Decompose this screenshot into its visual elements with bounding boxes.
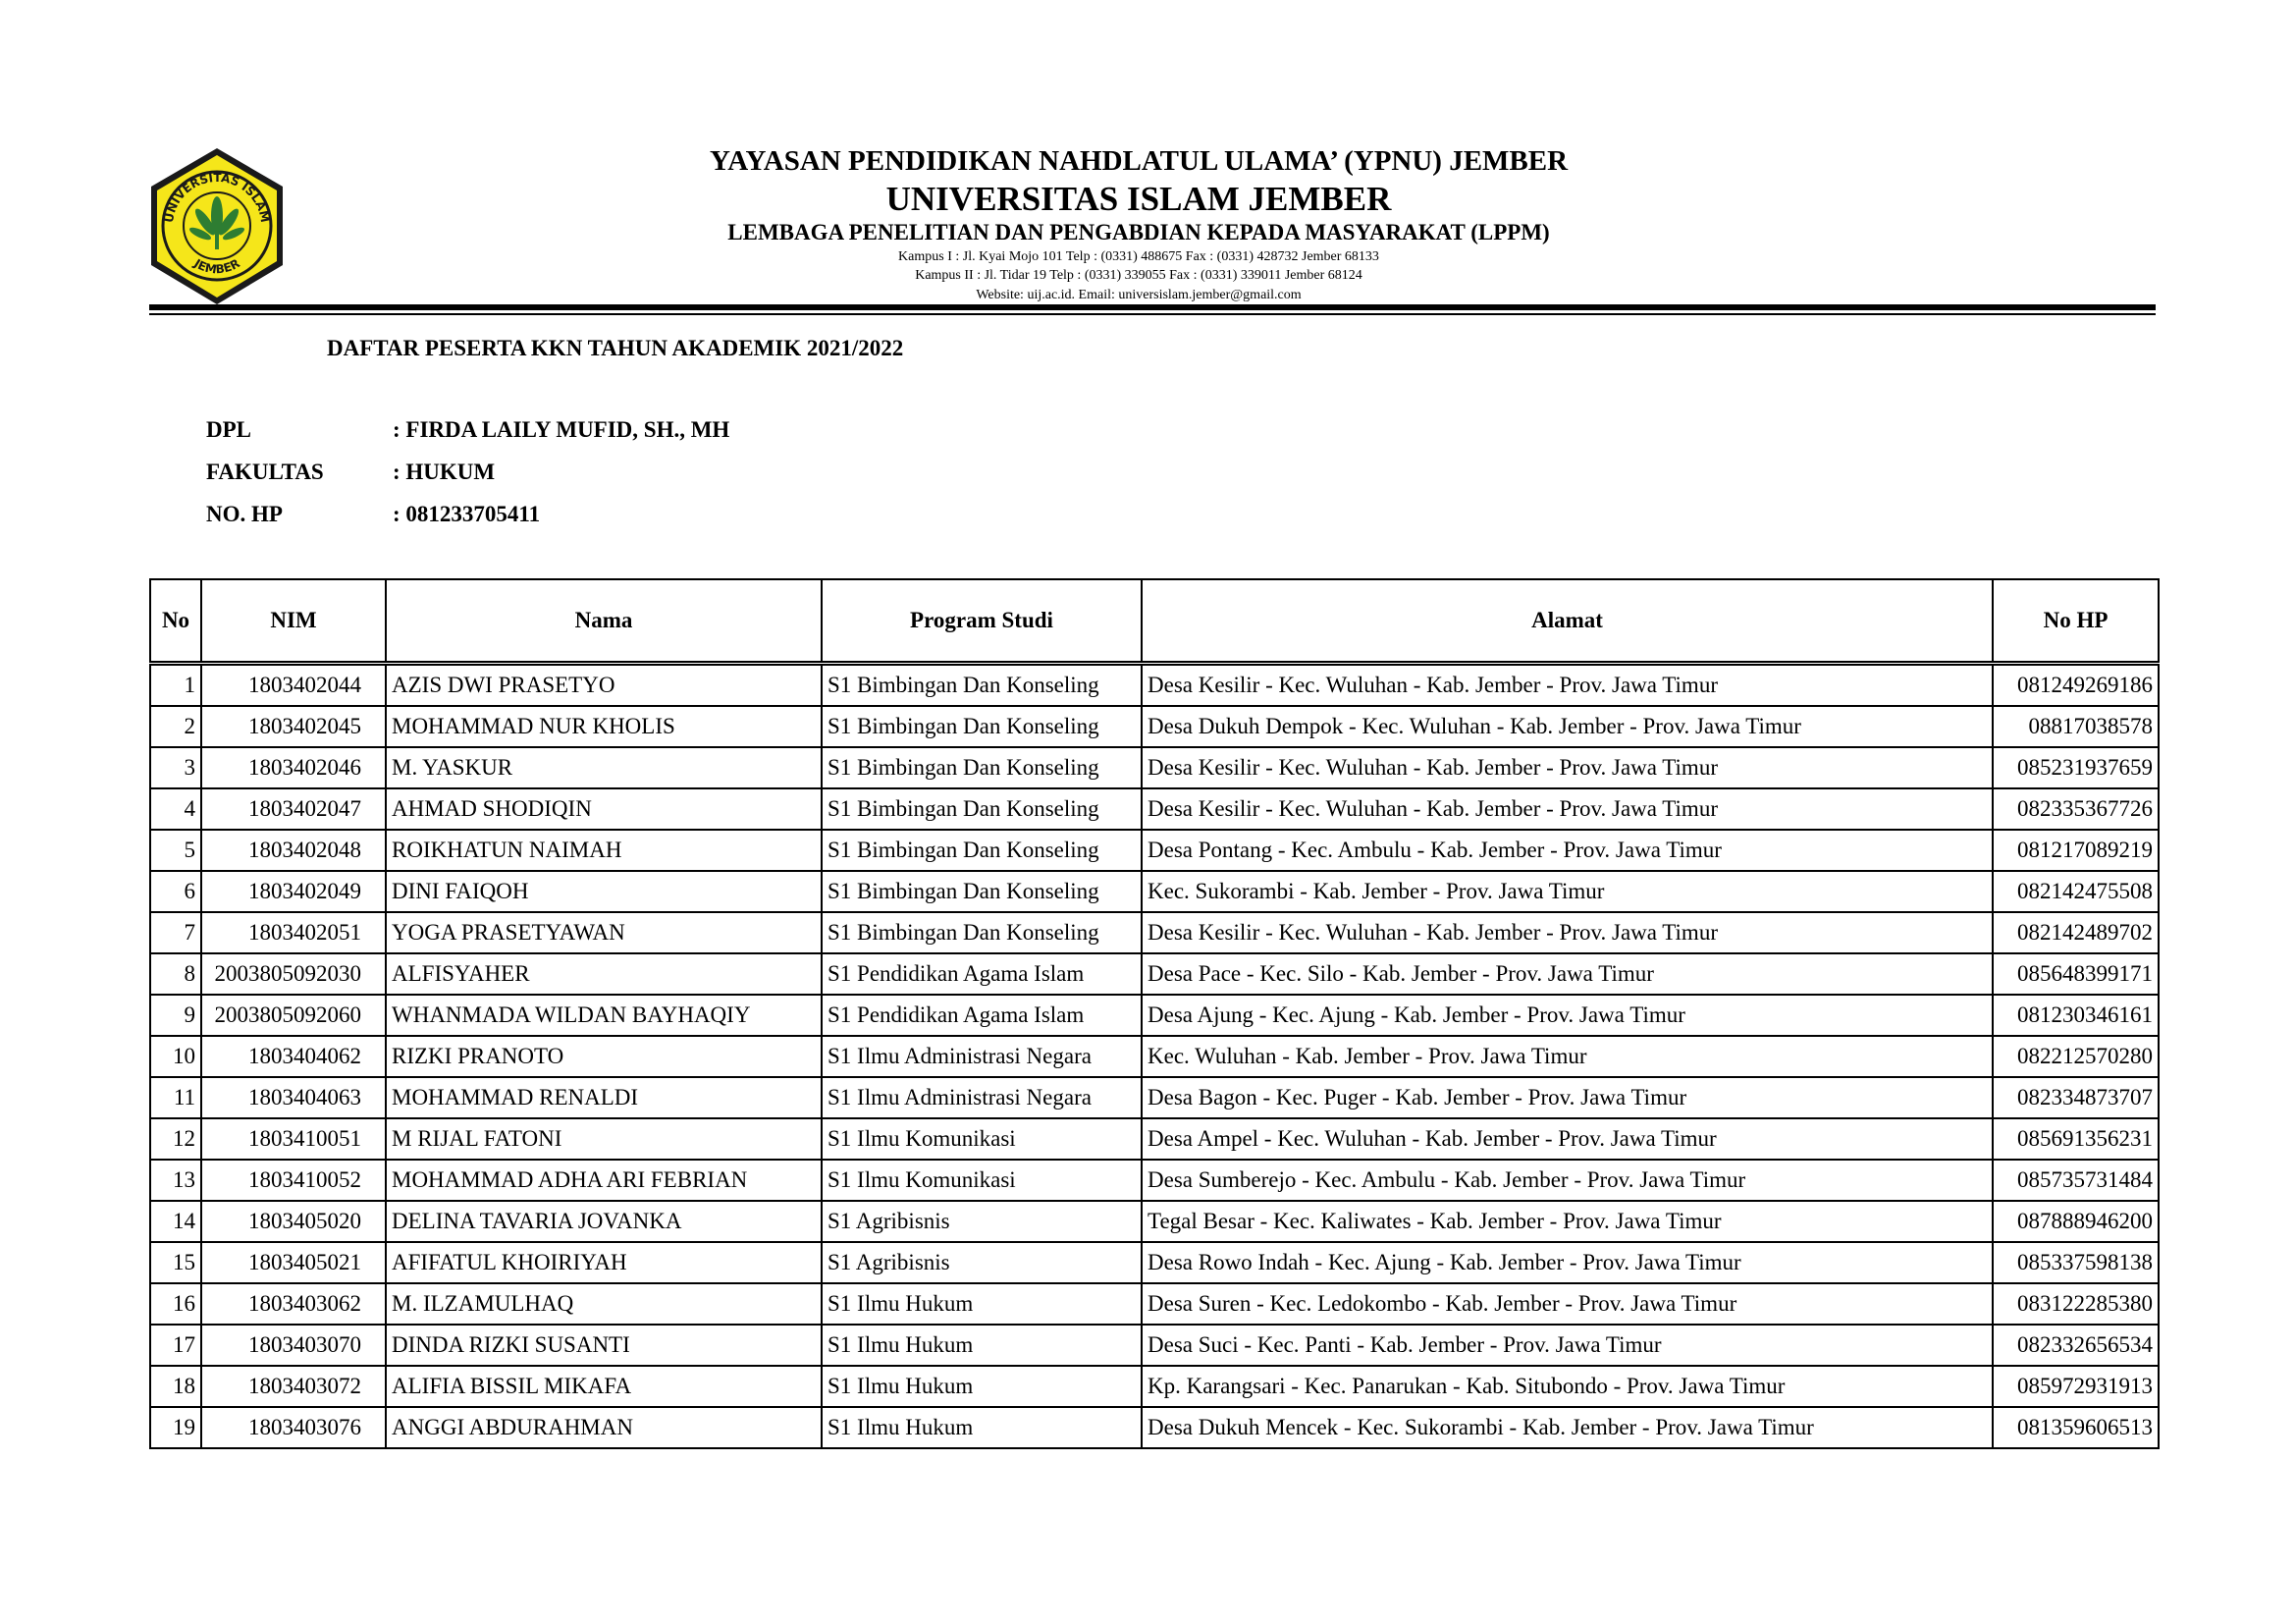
nim-cell: 2003805092060 <box>201 995 386 1036</box>
phone-cell: 085337598138 <box>1993 1242 2159 1283</box>
name-cell: M. YASKUR <box>386 747 822 788</box>
study-program-cell: S1 Agribisnis <box>822 1242 1142 1283</box>
nim-cell: 1803403062 <box>201 1283 386 1325</box>
phone-cell: 085648399171 <box>1993 953 2159 995</box>
address-cell: Desa Ajung - Kec. Ajung - Kab. Jember - Prov. Jawa Timur <box>1142 995 1993 1036</box>
study-program-cell: S1 Bimbingan Dan Konseling <box>822 664 1142 707</box>
row-number: 1 <box>150 664 201 707</box>
name-cell: DINI FAIQOH <box>386 871 822 912</box>
table-row <box>150 1201 2159 1242</box>
row-number: 3 <box>150 747 201 788</box>
nim-cell: 1803402051 <box>201 912 386 953</box>
column-header-alamat: Alamat <box>1142 579 1993 664</box>
study-program-cell: S1 Ilmu Komunikasi <box>822 1118 1142 1160</box>
column-header-program-studi: Program Studi <box>822 579 1142 664</box>
row-number: 19 <box>150 1407 201 1448</box>
foundation-name: YAYASAN PENDIDIKAN NAHDLATUL ULAMA’ (YPNU) JEMBER <box>709 145 1569 177</box>
study-program-cell: S1 Bimbingan Dan Konseling <box>822 912 1142 953</box>
phone-cell: 08817038578 <box>1993 706 2159 747</box>
table-row <box>150 953 2159 995</box>
study-program-cell: S1 Pendidikan Agama Islam <box>822 995 1142 1036</box>
nim-cell: 1803402047 <box>201 788 386 830</box>
nim-cell: 1803410052 <box>201 1160 386 1201</box>
website-line: Website: uij.ac.id. Email: universislam.jember@gmail.com <box>976 288 1302 302</box>
name-cell: ROIKHATUN NAIMAH <box>386 830 822 871</box>
phone-cell: 083122285380 <box>1993 1283 2159 1325</box>
study-program-cell: S1 Ilmu Administrasi Negara <box>822 1077 1142 1118</box>
column-header-no-hp: No HP <box>1993 579 2159 664</box>
study-program-cell: S1 Ilmu Hukum <box>822 1325 1142 1366</box>
phone-cell: 082332656534 <box>1993 1325 2159 1366</box>
logo-text-bottom: JEMBER <box>191 256 242 277</box>
header-rule-thin <box>149 313 2156 315</box>
university-seal-icon <box>143 145 291 307</box>
name-cell: DINDA RIZKI SUSANTI <box>386 1325 822 1366</box>
nim-cell: 1803403072 <box>201 1366 386 1407</box>
table-row <box>150 706 2159 747</box>
table-row <box>150 747 2159 788</box>
table-row <box>150 1283 2159 1325</box>
study-program-cell: S1 Ilmu Hukum <box>822 1283 1142 1325</box>
participant-table <box>149 578 2160 1449</box>
phone-cell: 082334873707 <box>1993 1077 2159 1118</box>
phone-cell: 085691356231 <box>1993 1118 2159 1160</box>
row-number: 4 <box>150 788 201 830</box>
phone-cell: 081249269186 <box>1993 664 2159 707</box>
study-program-cell: S1 Bimbingan Dan Konseling <box>822 830 1142 871</box>
phone-cell: 087888946200 <box>1993 1201 2159 1242</box>
table-row <box>150 1036 2159 1077</box>
address-cell: Desa Kesilir - Kec. Wuluhan - Kab. Jember - Prov. Jawa Timur <box>1142 747 1993 788</box>
phone-cell: 085735731484 <box>1993 1160 2159 1201</box>
nim-cell: 1803405020 <box>201 1201 386 1242</box>
address-cell: Desa Kesilir - Kec. Wuluhan - Kab. Jember - Prov. Jawa Timur <box>1142 912 1993 953</box>
study-program-cell: S1 Bimbingan Dan Konseling <box>822 706 1142 747</box>
row-number: 2 <box>150 706 201 747</box>
phone-cell: 082142475508 <box>1993 871 2159 912</box>
row-number: 13 <box>150 1160 201 1201</box>
row-number: 5 <box>150 830 201 871</box>
address-cell: Desa Kesilir - Kec. Wuluhan - Kab. Jember - Prov. Jawa Timur <box>1142 664 1993 707</box>
name-cell: AFIFATUL KHOIRIYAH <box>386 1242 822 1283</box>
row-number: 12 <box>150 1118 201 1160</box>
nim-cell: 2003805092030 <box>201 953 386 995</box>
table-row <box>150 1160 2159 1201</box>
phone-cell: 082142489702 <box>1993 912 2159 953</box>
nim-cell: 1803403076 <box>201 1407 386 1448</box>
phone-cell: 081217089219 <box>1993 830 2159 871</box>
row-number: 6 <box>150 871 201 912</box>
table-row <box>150 788 2159 830</box>
nim-cell: 1803404063 <box>201 1077 386 1118</box>
table-row <box>150 1407 2159 1448</box>
name-cell: WHANMADA WILDAN BAYHAQIY <box>386 995 822 1036</box>
column-header-nama: Nama <box>386 579 822 664</box>
faculty-label: FAKULTAS <box>206 460 324 484</box>
phone-cell: 082335367726 <box>1993 788 2159 830</box>
table-row <box>150 1242 2159 1283</box>
address-cell: Desa Dukuh Mencek - Kec. Sukorambi - Kab. Jember - Prov. Jawa Timur <box>1142 1407 1993 1448</box>
study-program-cell: S1 Bimbingan Dan Konseling <box>822 871 1142 912</box>
institute-name: LEMBAGA PENELITIAN DAN PENGABDIAN KEPADA MASYARAKAT (LPPM) <box>727 220 1550 244</box>
nim-cell: 1803404062 <box>201 1036 386 1077</box>
table-row <box>150 995 2159 1036</box>
phone-label: NO. HP <box>206 502 283 526</box>
row-number: 9 <box>150 995 201 1036</box>
name-cell: MOHAMMAD RENALDI <box>386 1077 822 1118</box>
address-cell: Desa Dukuh Dempok - Kec. Wuluhan - Kab. Jember - Prov. Jawa Timur <box>1142 706 1993 747</box>
table-header-row <box>150 579 2159 664</box>
campus-1-address: Kampus I : Jl. Kyai Mojo 101 Telp : (0331) 488675 Fax : (0331) 428732 Jember 68133 <box>898 249 1379 264</box>
table-row <box>150 830 2159 871</box>
address-cell: Desa Bagon - Kec. Puger - Kab. Jember - Prov. Jawa Timur <box>1142 1077 1993 1118</box>
document-title: DAFTAR PESERTA KKN TAHUN AKADEMIK 2021/2022 <box>327 336 904 360</box>
table-row <box>150 1118 2159 1160</box>
table-row <box>150 912 2159 953</box>
study-program-cell: S1 Agribisnis <box>822 1201 1142 1242</box>
address-cell: Desa Suren - Kec. Ledokombo - Kab. Jember - Prov. Jawa Timur <box>1142 1283 1993 1325</box>
row-number: 16 <box>150 1283 201 1325</box>
nim-cell: 1803402044 <box>201 664 386 707</box>
address-cell: Desa Suci - Kec. Panti - Kab. Jember - Prov. Jawa Timur <box>1142 1325 1993 1366</box>
name-cell: RIZKI PRANOTO <box>386 1036 822 1077</box>
name-cell: ALIFIA BISSIL MIKAFA <box>386 1366 822 1407</box>
row-number: 17 <box>150 1325 201 1366</box>
campus-2-address: Kampus II : Jl. Tidar 19 Telp : (0331) 339055 Fax : (0331) 339011 Jember 68124 <box>915 268 1362 283</box>
address-cell: Tegal Besar - Kec. Kaliwates - Kab. Jember - Prov. Jawa Timur <box>1142 1201 1993 1242</box>
phone-cell: 081230346161 <box>1993 995 2159 1036</box>
name-cell: MOHAMMAD NUR KHOLIS <box>386 706 822 747</box>
column-header-no: No <box>150 579 201 664</box>
row-number: 18 <box>150 1366 201 1407</box>
table-row <box>150 1077 2159 1118</box>
row-number: 7 <box>150 912 201 953</box>
study-program-cell: S1 Bimbingan Dan Konseling <box>822 788 1142 830</box>
nim-cell: 1803410051 <box>201 1118 386 1160</box>
study-program-cell: S1 Ilmu Administrasi Negara <box>822 1036 1142 1077</box>
column-header-nim: NIM <box>201 579 386 664</box>
nim-cell: 1803405021 <box>201 1242 386 1283</box>
study-program-cell: S1 Ilmu Hukum <box>822 1407 1142 1448</box>
logo-text-top: UNIVERSITAS ISLAM <box>161 170 273 224</box>
address-cell: Kec. Sukorambi - Kab. Jember - Prov. Jawa Timur <box>1142 871 1993 912</box>
phone-cell: 081359606513 <box>1993 1407 2159 1448</box>
faculty-value: : HUKUM <box>393 460 496 484</box>
name-cell: M. ILZAMULHAQ <box>386 1283 822 1325</box>
row-number: 10 <box>150 1036 201 1077</box>
study-program-cell: S1 Ilmu Komunikasi <box>822 1160 1142 1201</box>
dpl-value: : FIRDA LAILY MUFID, SH., MH <box>393 417 730 442</box>
name-cell: DELINA TAVARIA JOVANKA <box>386 1201 822 1242</box>
university-name: UNIVERSITAS ISLAM JEMBER <box>885 180 1392 218</box>
nim-cell: 1803402045 <box>201 706 386 747</box>
address-cell: Desa Ampel - Kec. Wuluhan - Kab. Jember - Prov. Jawa Timur <box>1142 1118 1993 1160</box>
dpl-label: DPL <box>206 417 251 442</box>
study-program-cell: S1 Pendidikan Agama Islam <box>822 953 1142 995</box>
study-program-cell: S1 Bimbingan Dan Konseling <box>822 747 1142 788</box>
address-cell: Desa Rowo Indah - Kec. Ajung - Kab. Jember - Prov. Jawa Timur <box>1142 1242 1993 1283</box>
address-cell: Kp. Karangsari - Kec. Panarukan - Kab. Situbondo - Prov. Jawa Timur <box>1142 1366 1993 1407</box>
address-cell: Desa Sumberejo - Kec. Ambulu - Kab. Jember - Prov. Jawa Timur <box>1142 1160 1993 1201</box>
header-rule-thick <box>149 304 2156 310</box>
address-cell: Desa Pontang - Kec. Ambulu - Kab. Jember - Prov. Jawa Timur <box>1142 830 1993 871</box>
phone-value: : 081233705411 <box>393 502 541 526</box>
table-row <box>150 1366 2159 1407</box>
row-number: 15 <box>150 1242 201 1283</box>
table-row <box>150 871 2159 912</box>
nim-cell: 1803403070 <box>201 1325 386 1366</box>
name-cell: YOGA PRASETYAWAN <box>386 912 822 953</box>
nim-cell: 1803402048 <box>201 830 386 871</box>
name-cell: ALFISYAHER <box>386 953 822 995</box>
nim-cell: 1803402046 <box>201 747 386 788</box>
phone-cell: 082212570280 <box>1993 1036 2159 1077</box>
row-number: 14 <box>150 1201 201 1242</box>
study-program-cell: S1 Ilmu Hukum <box>822 1366 1142 1407</box>
table-row <box>150 664 2159 707</box>
address-cell: Desa Pace - Kec. Silo - Kab. Jember - Prov. Jawa Timur <box>1142 953 1993 995</box>
row-number: 8 <box>150 953 201 995</box>
phone-cell: 085972931913 <box>1993 1366 2159 1407</box>
name-cell: ANGGI ABDURAHMAN <box>386 1407 822 1448</box>
row-number: 11 <box>150 1077 201 1118</box>
address-cell: Kec. Wuluhan - Kab. Jember - Prov. Jawa Timur <box>1142 1036 1993 1077</box>
name-cell: M RIJAL FATONI <box>386 1118 822 1160</box>
nim-cell: 1803402049 <box>201 871 386 912</box>
phone-cell: 085231937659 <box>1993 747 2159 788</box>
table-row <box>150 1325 2159 1366</box>
name-cell: AHMAD SHODIQIN <box>386 788 822 830</box>
name-cell: MOHAMMAD ADHA ARI FEBRIAN <box>386 1160 822 1201</box>
name-cell: AZIS DWI PRASETYO <box>386 664 822 707</box>
address-cell: Desa Kesilir - Kec. Wuluhan - Kab. Jember - Prov. Jawa Timur <box>1142 788 1993 830</box>
